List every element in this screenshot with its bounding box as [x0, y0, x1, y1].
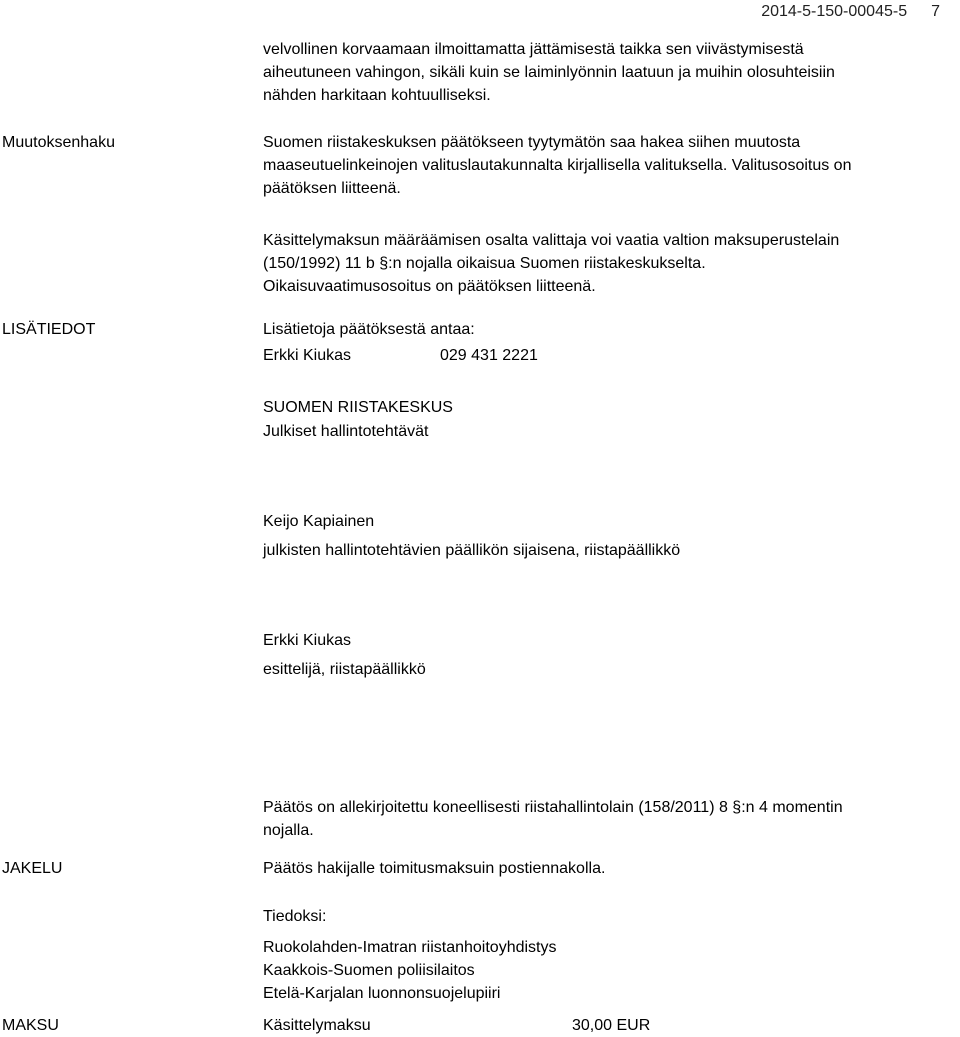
contact-phone: 029 431 2221 — [440, 347, 538, 364]
page-header — [761, 0, 940, 23]
tiedoksi-label: Tiedoksi: — [263, 908, 327, 925]
recipient-list — [263, 936, 943, 1005]
appeal-line: päätöksen liitteenä. — [263, 180, 401, 197]
fee-appeal-line: (150/1992) 11 b §:n nojalla oikaisua Suomen riistakeskukselta. — [263, 255, 706, 272]
section-label-jakelu: JAKELU — [2, 860, 63, 877]
fee-amount: 30,00 EUR — [572, 1017, 651, 1034]
contact-name: Erkki Kiukas — [263, 347, 352, 364]
recipient-item: Ruokolahden-Imatran riistanhoitoyhdistys — [263, 939, 557, 956]
organization-unit: Julkiset hallintotehtävät — [263, 423, 429, 440]
intro-line: aiheutuneen vahingon, sikäli kuin se laiminlyönnin laatuun ja muihin olosuhteisiin — [263, 64, 835, 81]
page-number: 7 — [931, 3, 940, 20]
signature-note-line: Päätös on allekirjoitettu koneellisesti riistahallintolain (158/2011) 8 §:n 4 momentin — [263, 799, 843, 816]
organization-name: SUOMEN RIISTAKESKUS — [263, 399, 453, 416]
signature-note-line: nojalla. — [263, 822, 314, 839]
distribution-text: Päätös hakijalle toimitusmaksuin postiennakolla. — [263, 860, 606, 877]
intro-line: velvollinen korvaamaan ilmoittamatta jättämisestä taikka sen viivästymisestä — [263, 41, 804, 58]
fee-appeal-line: Käsittelymaksun määräämisen osalta valittaja voi vaatia valtion maksuperustelain — [263, 232, 840, 249]
fee-item: Käsittelymaksu — [263, 1017, 371, 1034]
document-number: 2014-5-150-00045-5 — [761, 3, 908, 20]
fee-appeal-paragraph — [263, 229, 943, 298]
signer2-name: Erkki Kiukas — [263, 632, 352, 649]
intro-paragraph — [263, 38, 943, 107]
intro-line: nähden harkitaan kohtuulliseksi. — [263, 87, 491, 104]
signer1-title: julkisten hallintotehtävien päällikön sijaisena, riistapäällikkö — [263, 542, 681, 559]
signer2-title: esittelijä, riistapäällikkö — [263, 661, 426, 678]
recipient-item: Etelä-Karjalan luonnonsuojelupiiri — [263, 985, 501, 1002]
recipient-item: Kaakkois-Suomen poliisilaitos — [263, 962, 475, 979]
signature-note — [263, 796, 943, 842]
fee-appeal-line: Oikaisuvaatimusosoitus on päätöksen liitteenä. — [263, 278, 596, 295]
section-label-maksu: MAKSU — [2, 1017, 59, 1034]
section-label-lisatiedot: LISÄTIEDOT — [2, 321, 96, 338]
appeal-line: maaseutuelinkeinojen valituslautakunnalta kirjallisella valituksella. Valitusosoitus on — [263, 157, 852, 174]
section-label-muutoksenhaku: Muutoksenhaku — [2, 134, 115, 151]
appeal-paragraph — [263, 131, 943, 200]
signer1-name: Keijo Kapiainen — [263, 513, 375, 530]
info-intro: Lisätietoja päätöksestä antaa: — [263, 321, 475, 338]
appeal-line: Suomen riistakeskuksen päätökseen tyytymätön saa hakea siihen muutosta — [263, 134, 801, 151]
